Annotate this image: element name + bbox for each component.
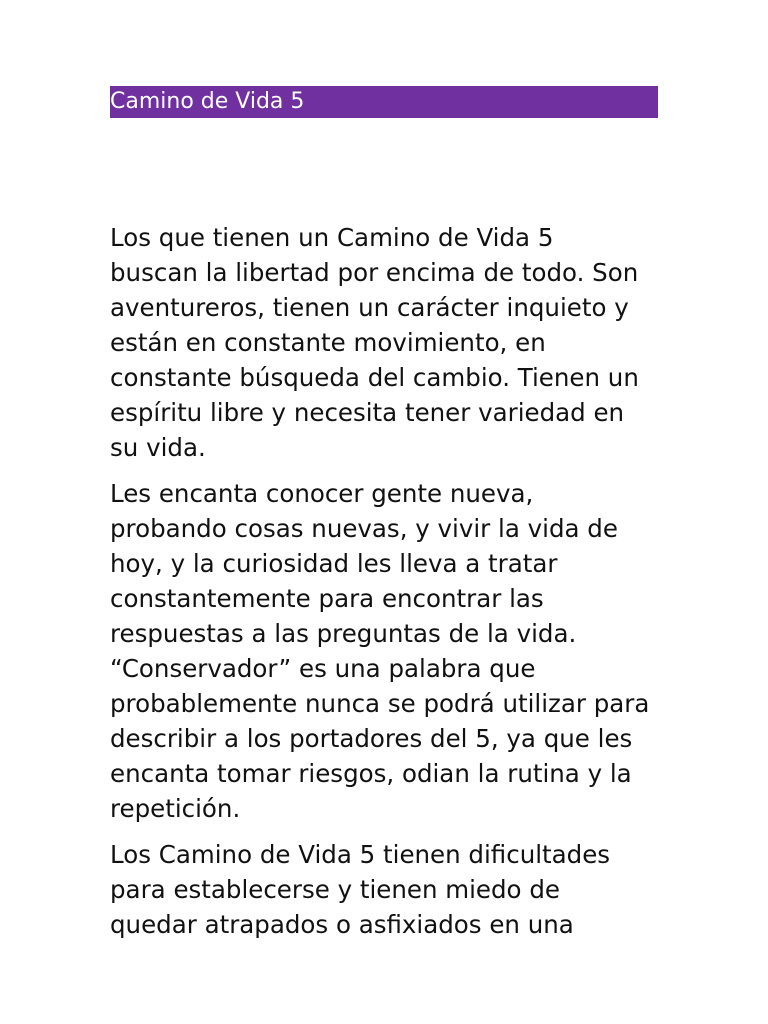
text-line: encanta tomar riesgos, odian la rutina y la	[110, 759, 632, 788]
text-line: Los Camino de Vida 5 tienen dificultades	[110, 840, 611, 869]
text-line: quedar atrapados o asfixiados en una	[110, 910, 574, 939]
document-title: Camino de Vida 5	[110, 89, 305, 114]
text-line: describir a los portadores del 5, ya que les	[110, 724, 633, 753]
document-body	[110, 220, 670, 953]
text-line: Los que tienen un Camino de Vida 5	[110, 223, 554, 252]
text-line: aventureros, tienen un carácter inquieto y	[110, 293, 629, 322]
text-line: para establecerse y tienen miedo de	[110, 875, 560, 904]
text-line: probando cosas nuevas, y vivir la vida de	[110, 514, 618, 543]
text-line: probablemente nunca se podrá utilizar para	[110, 689, 650, 718]
paragraph-1	[110, 220, 670, 465]
text-line: constantemente para encontrar las	[110, 584, 544, 613]
paragraph-3	[110, 837, 670, 942]
text-line: constante búsqueda del cambio. Tienen un	[110, 363, 639, 392]
text-line: buscan la libertad por encima de todo. Son	[110, 258, 639, 287]
title-highlight-bar	[110, 86, 658, 118]
text-line: espíritu libre y necesita tener variedad en	[110, 398, 625, 427]
paragraph-2	[110, 476, 670, 826]
text-line: “Conservador” es una palabra que	[110, 654, 536, 683]
text-line: respuestas a las preguntas de la vida.	[110, 619, 577, 648]
text-line: Les encanta conocer gente nueva,	[110, 479, 534, 508]
text-line: están en constante movimiento, en	[110, 328, 546, 357]
text-line: repetición.	[110, 794, 241, 823]
text-line: hoy, y la curiosidad les lleva a tratar	[110, 549, 558, 578]
text-line: su vida.	[110, 433, 206, 462]
